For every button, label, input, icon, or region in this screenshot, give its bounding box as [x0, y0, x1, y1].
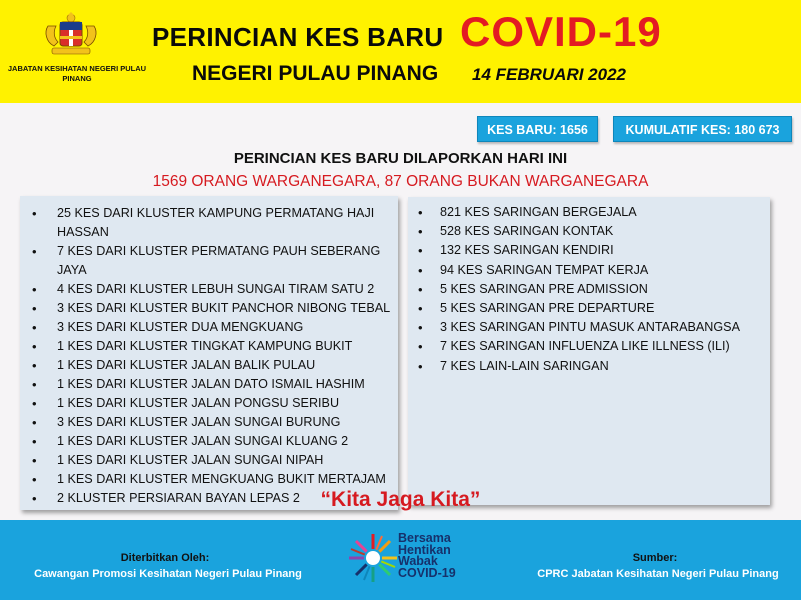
- list-item: • 528 KES SARINGAN KONTAK: [408, 222, 766, 241]
- list-item: • 1 KES DARI KLUSTER JALAN DATO ISMAIL HASHIM: [20, 375, 392, 394]
- report-date: 14 FEBRUARI 2022: [472, 65, 627, 84]
- list-item: • 3 KES DARI KLUSTER BUKIT PANCHOR NIBONG TEBAL: [20, 299, 392, 318]
- source-label: Sumber:: [632, 552, 678, 564]
- bersama-hentikan-wabak-logo-icon: [345, 530, 401, 586]
- list-item: • 2 KLUSTER PERSIARAN BAYAN LEPAS 2: [20, 489, 392, 508]
- list-item: • 1 KES DARI KLUSTER JALAN SUNGAI NIPAH: [20, 451, 392, 470]
- citizenship-breakdown: 1569 ORANG WARGANEGARA, 87 ORANG BUKAN WARGANEGARA: [152, 173, 649, 190]
- cluster-list: [20, 204, 392, 508]
- cumulative-cases-badge: KUMULATIF KES: 180 673: [613, 116, 792, 142]
- logo-line: COVID-19: [398, 565, 456, 580]
- list-item: • 3 KES DARI KLUSTER JALAN SUNGAI BURUNG: [20, 413, 392, 432]
- cluster-panel: [20, 196, 398, 510]
- list-item: • 5 KES SARINGAN PRE DEPARTURE: [408, 299, 766, 318]
- covid-title: COVID-19: [460, 8, 662, 55]
- list-item: • 1 KES DARI KLUSTER TINGKAT KAMPUNG BUKIT: [20, 337, 392, 356]
- screening-panel: [408, 197, 770, 505]
- list-item: • 7 KES LAIN-LAIN SARINGAN: [408, 357, 766, 376]
- campaign-logo-text: [398, 533, 473, 579]
- logo-line: Hentikan: [398, 542, 451, 557]
- logo-line: Bersama: [398, 531, 451, 545]
- state-title: NEGERI PULAU PINANG: [192, 62, 439, 85]
- publisher-label: Diterbitkan Oleh:: [120, 552, 210, 564]
- header-banner: [0, 0, 801, 103]
- source-name: CPRC Jabatan Kesihatan Negeri Pulau Pinang: [537, 568, 779, 580]
- list-item: • 7 KES SARINGAN INFLUENZA LIKE ILLNESS (ILI): [408, 337, 766, 356]
- page-title: PERINCIAN KES BARU: [152, 22, 444, 52]
- list-item: • 5 KES SARINGAN PRE ADMISSION: [408, 280, 766, 299]
- list-item: • 3 KES SARINGAN PINTU MASUK ANTARABANGSA: [408, 318, 766, 337]
- list-item: • 132 KES SARINGAN KENDIRI: [408, 241, 766, 260]
- malaysia-coat-of-arms-icon: [40, 12, 102, 58]
- list-item: • 3 KES DARI KLUSTER DUA MENGKUANG: [20, 318, 392, 337]
- list-item: • 821 KES SARINGAN BERGEJALA: [408, 203, 766, 222]
- list-item: • 1 KES DARI KLUSTER JALAN PONGSU SERIBU: [20, 394, 392, 413]
- list-item: • 1 KES DARI KLUSTER MENGKUANG BUKIT MERTAJAM: [20, 470, 392, 489]
- slogan: “Kita Jaga Kita”: [320, 488, 481, 511]
- department-name: JABATAN KESIHATAN NEGERI PULAU PINANG: [7, 64, 147, 83]
- publisher-name: Cawangan Promosi Kesihatan Negeri Pulau Pinang: [34, 568, 302, 580]
- list-item: • 25 KES DARI KLUSTER KAMPUNG PERMATANG HAJI HASSAN: [20, 204, 392, 242]
- list-item: • 4 KES DARI KLUSTER LEBUH SUNGAI TIRAM SATU 2: [20, 280, 392, 299]
- list-item: • 1 KES DARI KLUSTER JALAN SUNGAI KLUANG 2: [20, 432, 392, 451]
- screening-list: [408, 203, 766, 376]
- list-item: • 1 KES DARI KLUSTER JALAN BALIK PULAU: [20, 356, 392, 375]
- new-cases-badge: KES BARU: 1656: [477, 116, 598, 142]
- logo-line: Wabak: [398, 554, 438, 568]
- list-item: • 94 KES SARINGAN TEMPAT KERJA: [408, 261, 766, 280]
- list-item: • 7 KES DARI KLUSTER PERMATANG PAUH SEBERANG JAYA: [20, 242, 392, 280]
- summary-heading: PERINCIAN KES BARU DILAPORKAN HARI INI: [233, 150, 568, 167]
